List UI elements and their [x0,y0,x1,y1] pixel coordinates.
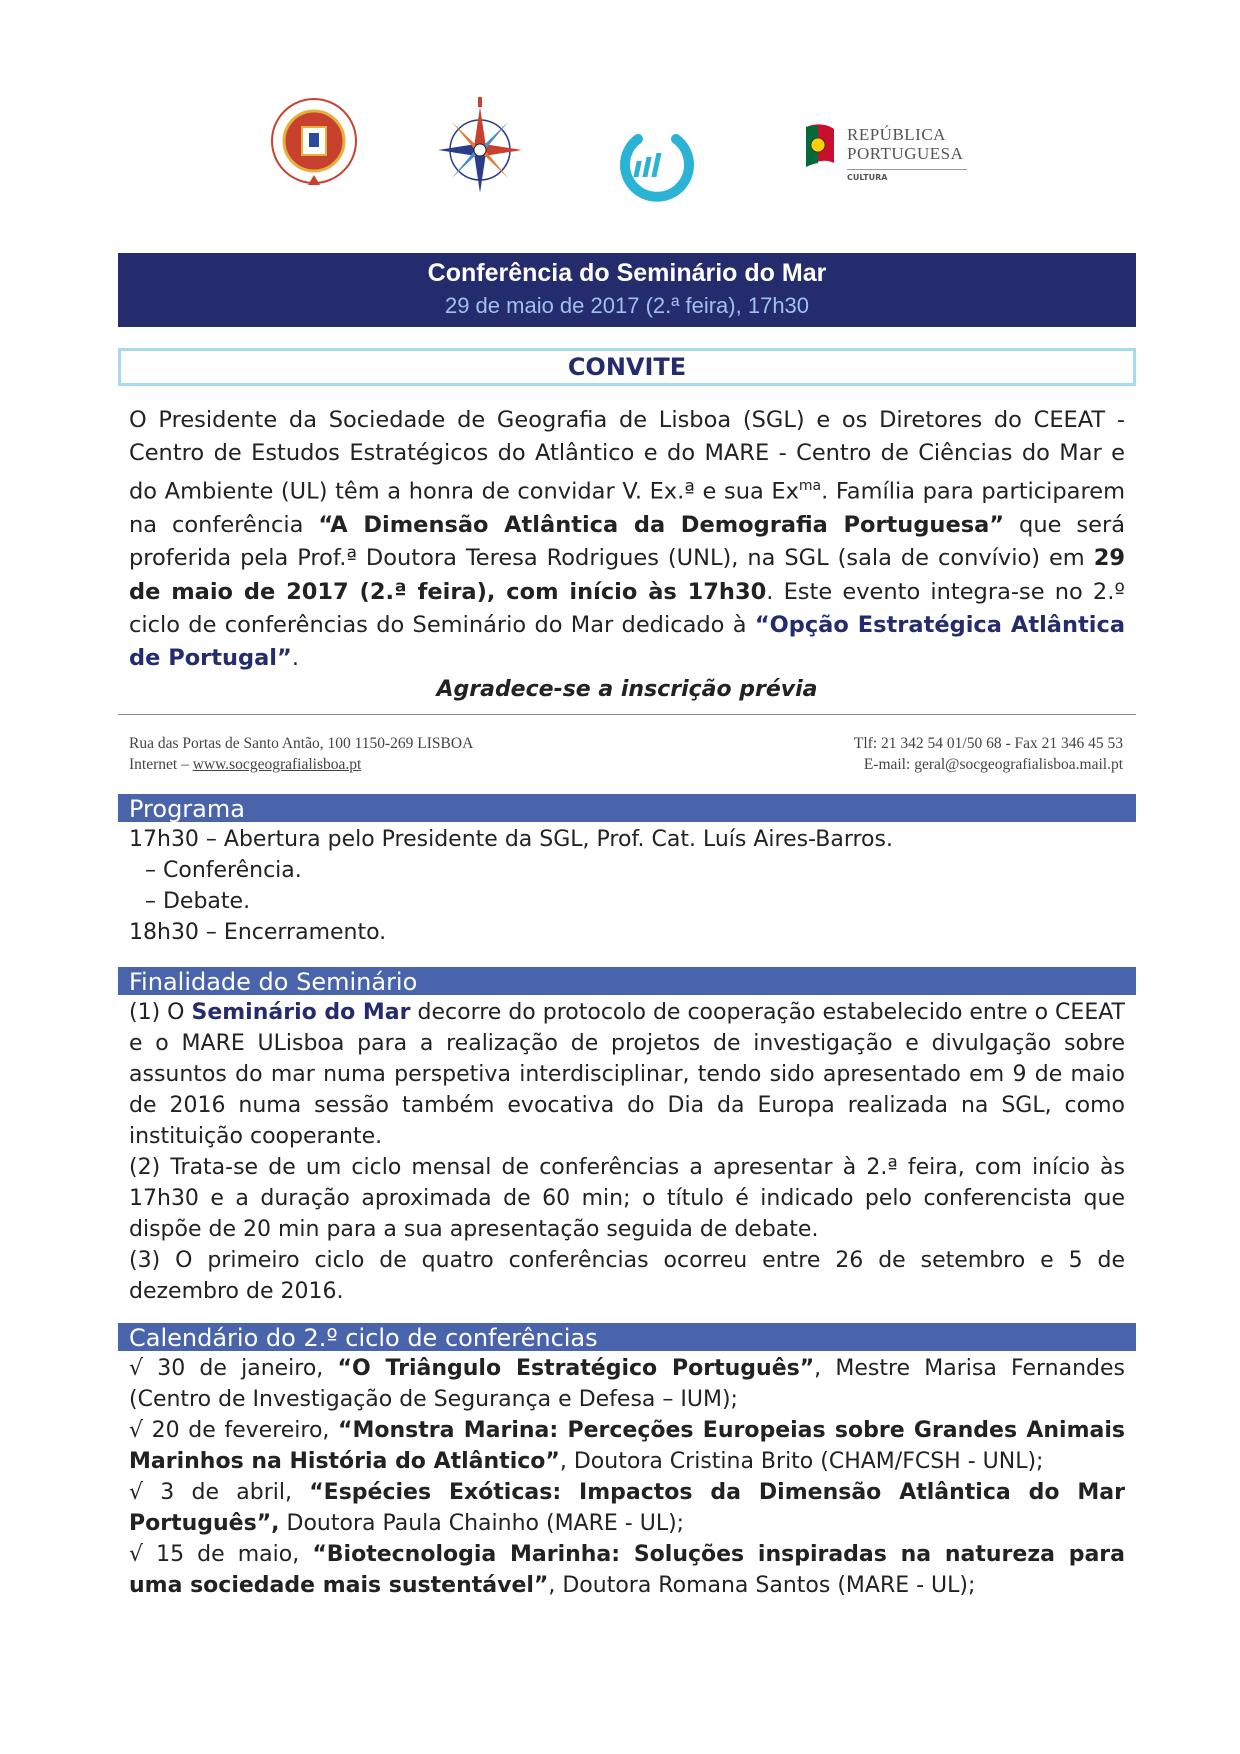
intro-text-3: que será proferida pela Prof.ª Doutora Teresa Rodrigues (UNL), na SGL (sala de convívio) em [129,512,1125,572]
programa-item: – Debate. [145,889,251,914]
calendario-item-date: √ 20 de fevereiro, [129,1418,339,1443]
intro-text-5: . [291,644,299,671]
calendario-item-speaker: , Mestre Marisa Fernandes (Centro de Investigação de Segurança e Defesa – IUM); [129,1356,1125,1412]
finalidade-body [129,997,1125,1307]
address-left [129,733,473,775]
divider [118,714,1136,715]
calendario-item-date: √ 3 de abril, [129,1480,310,1505]
finalidade-section-header [118,967,1136,995]
seminario-name: Seminário do Mar [191,1000,411,1025]
internet-label: Internet – [129,756,193,773]
finalidade-paragraph-1 [129,997,1125,1152]
calendario-section-header [118,1323,1136,1351]
ceeat-compass-logo [428,95,533,200]
email-address: geral@socgeografialisboa.mail.pt [914,756,1123,773]
intro-date: 29 de maio de 2017 (2.ª feira), com início às 17h30 [129,545,1125,605]
calendario-item-date: √ 15 de maio, [129,1542,313,1567]
calendario-title: Calendário do 2.º ciclo de conferências [129,1324,598,1352]
sgl-seal-logo [268,95,360,195]
calendario-list [129,1353,1125,1601]
portugal-flag-icon [804,123,838,171]
finalidade-p1-a: (1) O [129,1000,192,1025]
finalidade-paragraph-2: (2) Trata-se de um ciclo mensal de conferências a apresentar à 2.ª feira, com início às 17h30 e a duração aproximada de 60 min; o título é indicado pelo conferencista que dispõe de 20 min para a sua apresentação seguida de debate. [129,1155,1125,1242]
convite-heading: CONVITE [567,353,687,381]
republica-line2: PORTUGUESA [847,144,964,163]
programa-item: 17h30 – Abertura pelo Presidente da SGL, Prof. Cat. Luís Aires-Barros. [129,827,893,852]
calendario-item-speaker: , Doutora Cristina Brito (CHAM/FCSH - UNL); [559,1449,1044,1474]
calendario-item-date: √ 30 de janeiro, [129,1356,338,1381]
programa-section-header [118,794,1136,822]
intro-text-4: . Este evento integra-se no 2.º ciclo de conferências do Seminário do Mar dedicado à [129,578,1125,638]
calendario-item-speaker: Doutora Paula Chainho (MARE - UL); [279,1511,685,1536]
email-label: E-mail: [863,756,915,773]
registration-note: Agradece-se a inscrição prévia [436,677,818,702]
invitation-paragraph [129,404,1125,675]
intro-text-2: . Família para participarem na conferência [129,478,1125,539]
finalidade-p1-c: decorre do protocolo de cooperação estabelecido entre o CEEAT e o MARE ULisboa para a realização de projetos de investigação e divulgação sobre assuntos do mar numa perspetiva interdisciplinar, tendo sido apresentado em 9 de maio de 2016 numa sessão também evocativa do Dia da Europa realizada na SGL, como instituição cooperante. [129,1000,1126,1149]
programa-list [129,824,1125,948]
calendario-item-title: “O Triângulo Estratégico Português” [337,1356,815,1381]
calendario-item [129,1415,1125,1477]
cycle-title: “Opção Estratégica Atlântica de Portugal” [129,611,1125,671]
calendario-item-title: “Espécies Exóticas: Impactos da Dimensão Atlântica do Mar Português”, [129,1480,1125,1536]
phone-fax: Tlf: 21 342 54 01/50 68 - Fax 21 346 45 53 [853,735,1123,752]
programa-item: 18h30 – Encerramento. [129,920,387,945]
republica-line3: CULTURA [847,173,888,182]
conference-header [118,253,1136,327]
programa-item: – Conferência. [145,858,302,883]
programa-title: Programa [129,795,245,823]
calendario-item [129,1477,1125,1539]
website-link[interactable]: www.socgeografialisboa.pt [192,756,362,773]
intro-text-1: O Presidente da Sociedade de Geografia de Lisboa (SGL) e os Diretores do CEEAT - Centro de Estudos Estratégicos do Atlântico e do MARE - Centro de Ciências do Mar e do Ambiente (UL) têm a honra de convidar V. Ex.ª e sua Ex [129,407,1125,505]
convite-heading-box [118,348,1136,386]
calendario-item-title: “Biotecnologia Marinha: Soluções inspiradas na natureza para uma sociedade mais sustentável” [129,1542,1126,1598]
republica-line1: REPÚBLICA [847,125,946,144]
conference-talk-title: “A Dimensão Atlântica da Demografia Portuguesa” [318,512,1005,539]
intro-superscript: ma [798,478,822,495]
calendario-item [129,1539,1125,1601]
republica-portuguesa-logo [804,123,984,193]
street-address: Rua das Portas de Santo Antão, 100 1150-269 LISBOA [129,735,474,752]
calendario-item-speaker: , Doutora Romana Santos (MARE - UL); [548,1573,976,1598]
finalidade-title: Finalidade do Seminário [129,968,418,996]
address-right [854,733,1123,775]
finalidade-paragraph-3: (3) O primeiro ciclo de quatro conferências ocorreu entre 26 de setembro e 5 de dezembro de 2016. [129,1248,1125,1304]
mare-logo [616,127,698,207]
calendario-item-title: “Monstra Marina: Perceções Europeias sobre Grandes Animais Marinhos na História do Atlântico” [129,1418,1125,1474]
conference-title: Conferência do Seminário do Mar [427,259,827,287]
logo-row [0,95,1240,215]
conference-date: 29 de maio de 2017 (2.ª feira), 17h30 [444,293,810,318]
calendario-item [129,1353,1125,1415]
